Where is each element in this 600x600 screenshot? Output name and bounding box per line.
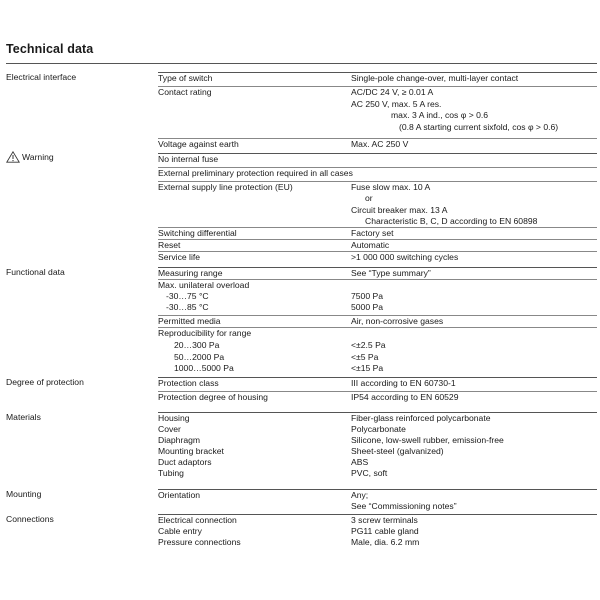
- spec-value: [351, 73, 597, 84]
- spec-key: [158, 378, 348, 389]
- spec-value-line: 7500 Pa: [351, 291, 384, 301]
- spec-key: [158, 316, 348, 327]
- section-label: [6, 412, 156, 423]
- spec-key-line: Protection degree of housing: [158, 392, 268, 402]
- spec-key-line: Cover: [158, 424, 181, 434]
- spec-row: [158, 167, 597, 180]
- spec-key-line: Electrical connection: [158, 515, 237, 525]
- spec-value-line: ABS: [351, 457, 369, 467]
- spec-key-line: No internal fuse: [158, 154, 219, 164]
- section-label: [6, 377, 156, 388]
- section-label: [6, 72, 156, 83]
- warning-icon: [6, 151, 20, 166]
- spec-value: [351, 240, 597, 251]
- spec-key: [158, 392, 348, 403]
- spec-value-line: >1 000 000 switching cycles: [351, 252, 459, 262]
- spec-row: [158, 72, 597, 85]
- spec-key-line: Max. unilateral overload: [158, 280, 250, 290]
- spec-row: [158, 391, 597, 406]
- spec-key-line: Permitted media: [158, 316, 221, 326]
- spec-key: [158, 413, 348, 479]
- spec-value-line: AC/DC 24 V, ≥ 0.01 A: [351, 87, 434, 97]
- spec-value-line: See “Type summary”: [351, 268, 431, 278]
- spec-value: [351, 268, 597, 279]
- spec-value-line: Factory set: [351, 228, 394, 238]
- spec-value: [351, 280, 597, 313]
- spec-value: [351, 392, 597, 403]
- spec-row: [158, 138, 597, 151]
- spec-value-line: Circuit breaker max. 13 A: [351, 204, 448, 215]
- spec-value: [351, 515, 597, 548]
- spec-key-line: Cable entry: [158, 526, 202, 536]
- spec-key-line: External supply line protection (EU): [158, 182, 293, 192]
- spec-value-line: [351, 280, 597, 291]
- spec-value-line: PVC, soft: [351, 468, 388, 478]
- spec-row: [158, 412, 597, 485]
- spec-value: [351, 490, 597, 512]
- spec-value-line: <±15 Pa: [351, 363, 384, 374]
- section-label-text: Mounting: [6, 489, 42, 499]
- spec-value-line: Silicone, low-swell rubber, emission-free: [351, 435, 504, 445]
- spec-key-line: Pressure connections: [158, 537, 241, 547]
- spec-key-line: External preliminary protection required in all cases: [158, 168, 353, 178]
- spec-key-line: Service life: [158, 252, 201, 262]
- spec-value: [351, 378, 597, 389]
- spec-key: [158, 252, 348, 263]
- spec-key-line: Mounting bracket: [158, 446, 224, 456]
- spec-value-line: Max. AC 250 V: [351, 139, 409, 149]
- spec-value-line: Single-pole change-over, multi-layer contact: [351, 73, 519, 83]
- spec-key-line: Measuring range: [158, 268, 223, 278]
- spec-value-line: Fiber-glass reinforced polycarbonate: [351, 413, 491, 423]
- spec-key-line: 20…300 Pa: [174, 339, 220, 350]
- spec-value-line: 5000 Pa: [351, 302, 384, 312]
- spec-key: [158, 182, 348, 193]
- spec-value: [351, 228, 597, 239]
- spec-key-line: Reset: [158, 240, 181, 250]
- spec-value: [351, 87, 597, 133]
- spec-value-line: (0.8 A starting current sixfold, cos φ > 0.6): [399, 121, 559, 132]
- spec-key-line: -30…85 °C: [166, 302, 209, 312]
- spec-value-line: or: [365, 193, 373, 204]
- section-label-text: Warning: [22, 152, 54, 162]
- section-label: [6, 489, 156, 500]
- spec-row: [158, 251, 597, 264]
- spec-key: [158, 87, 348, 99]
- spec-value-line: Polycarbonate: [351, 424, 406, 434]
- spec-row: [158, 181, 597, 228]
- spec-value-line: Characteristic B, C, D according to EN 60898: [365, 215, 538, 226]
- spec-value: [351, 328, 597, 375]
- spec-value-line: [351, 328, 597, 340]
- spec-key-line: Reproducibility for range: [158, 328, 252, 338]
- spec-key: [158, 228, 348, 239]
- spec-key: [158, 515, 348, 548]
- section-label-text: Electrical interface: [6, 72, 77, 82]
- section-label-text: Degree of protection: [6, 377, 84, 387]
- spec-value-line: Any;: [351, 490, 369, 500]
- spec-key: [158, 268, 348, 279]
- spec-value-line: Fuse slow max. 10 A: [351, 182, 431, 192]
- section-label: [6, 267, 156, 278]
- spec-key: [158, 154, 588, 165]
- spec-value: [351, 413, 597, 479]
- spec-row: [158, 86, 597, 139]
- spec-value-line: III according to EN 60730-1: [351, 378, 456, 388]
- spec-value: [351, 316, 597, 327]
- spec-value-line: 3 screw terminals: [351, 515, 418, 525]
- spec-value-line: IP54 according to EN 60529: [351, 392, 459, 402]
- spec-key: [158, 328, 348, 375]
- spec-row: [158, 153, 597, 166]
- spec-value: [351, 182, 597, 227]
- spec-key-line: Type of switch: [158, 73, 213, 83]
- section-label: [6, 514, 156, 525]
- spec-value-line: See “Commissioning notes”: [351, 501, 457, 511]
- spec-value-line: AC 250 V, max. 5 A res.: [351, 98, 442, 109]
- spec-row: [158, 279, 597, 316]
- spec-row: [158, 489, 597, 512]
- spec-key-line: Tubing: [158, 468, 184, 478]
- spec-row: [158, 377, 597, 390]
- spec-key-line: 50…2000 Pa: [174, 351, 225, 362]
- spec-value-line: <±5 Pa: [351, 351, 379, 362]
- section-label-text: Materials: [6, 412, 41, 422]
- spec-value-line: Sheet-steel (galvanized): [351, 446, 444, 456]
- spec-key: [158, 73, 348, 84]
- spec-key-line: Housing: [158, 413, 190, 423]
- spec-value: [351, 252, 597, 263]
- spec-key: [158, 490, 348, 501]
- spec-key: [158, 280, 348, 313]
- spec-key-line: -30…75 °C: [166, 291, 209, 301]
- section-label: [6, 151, 156, 166]
- spec-key-line: Duct adaptors: [158, 457, 212, 467]
- spec-value-line: Air, non-corrosive gases: [351, 316, 444, 326]
- spec-key-line: Contact rating: [158, 87, 212, 97]
- spec-row: [158, 514, 597, 551]
- spec-value-line: PG11 cable gland: [351, 526, 419, 536]
- spec-key-line: 1000…5000 Pa: [174, 363, 234, 374]
- title-rule: [6, 63, 597, 64]
- spec-value: [351, 139, 597, 150]
- spec-key-line: Orientation: [158, 490, 201, 500]
- spec-value-line: max. 3 A ind., cos φ > 0.6: [391, 110, 489, 120]
- spec-value-line: Male, dia. 6.2 mm: [351, 537, 420, 547]
- section-label-text: Functional data: [6, 267, 65, 277]
- spec-key-line: Diaphragm: [158, 435, 201, 445]
- spec-value-line: Automatic: [351, 240, 390, 250]
- section-label-text: Connections: [6, 514, 54, 524]
- spec-row: [158, 327, 597, 374]
- spec-key: [158, 168, 588, 179]
- spec-key-line: Protection class: [158, 378, 219, 388]
- spec-key-line: Switching differential: [158, 228, 237, 238]
- spec-value-line: <±2.5 Pa: [351, 339, 386, 350]
- spec-key-line: Voltage against earth: [158, 139, 239, 149]
- page-title: Technical data: [6, 42, 94, 56]
- spec-key: [158, 240, 348, 251]
- spec-key: [158, 139, 348, 150]
